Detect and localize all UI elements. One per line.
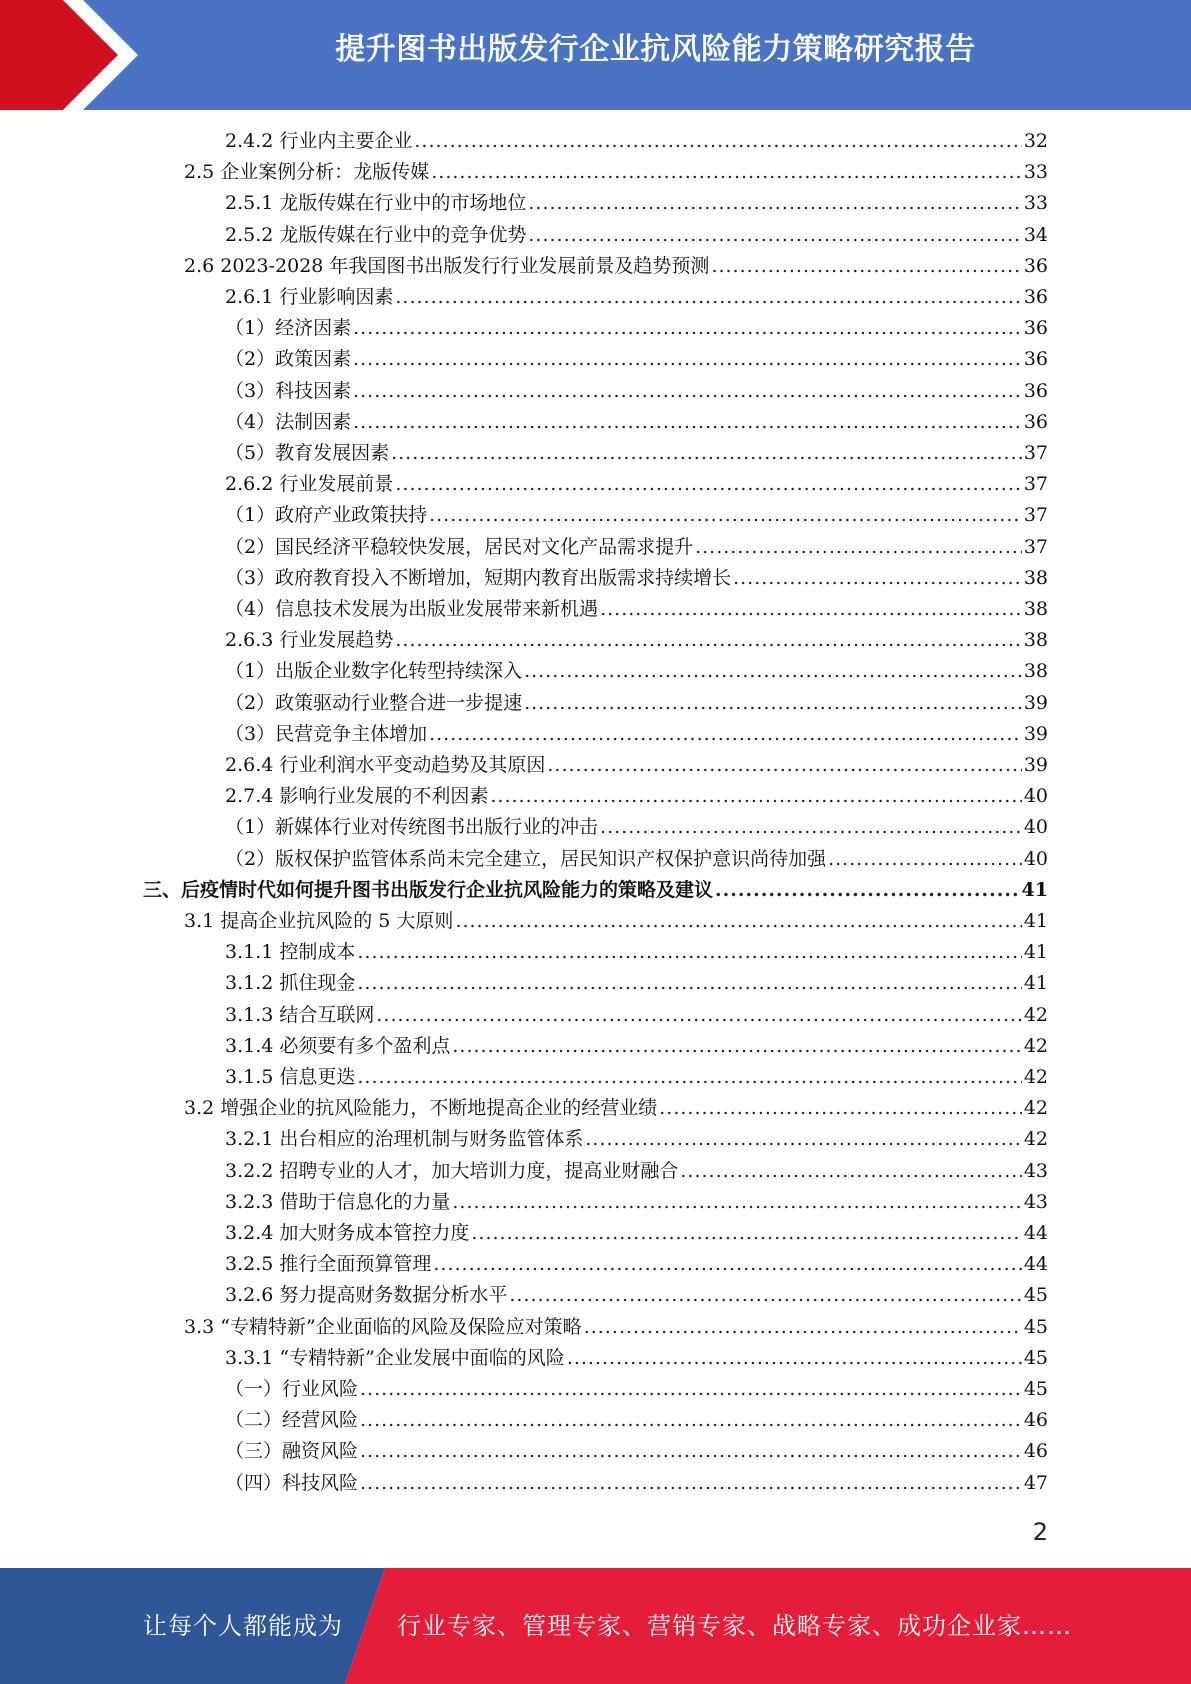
toc-dot-leader (429, 719, 1022, 750)
toc-dot-leader (715, 875, 1020, 906)
toc-entry-label: （3）政府教育投入不断增加，短期内教育出版需求持续增长 (225, 567, 732, 589)
toc-entry[interactable] (225, 469, 1048, 500)
report-title: 提升图书出版发行企业抗风险能力策略研究报告 (335, 32, 976, 67)
toc-entry-label: （5）教育发展因素 (225, 442, 390, 464)
toc-entry-label: 2.6.3 行业发展趋势 (225, 629, 394, 651)
toc-dot-leader (414, 126, 1021, 157)
toc-entry-label: 2.6.4 行业利润水平变动趋势及其原因 (225, 754, 546, 776)
toc-entry-label: 3.2.1 出台相应的治理机制与财务监管体系 (225, 1128, 584, 1150)
toc-entry[interactable] (184, 1312, 1048, 1343)
toc-entry-page: 36 (1023, 411, 1048, 433)
toc-entry-label: 3.3 “专精特新”企业面临的风险及保险应对策略 (184, 1316, 582, 1338)
toc-dot-leader (585, 1124, 1021, 1155)
toc-entry-label: （二）经营风险 (225, 1409, 359, 1431)
toc-entry[interactable] (225, 1468, 1048, 1499)
toc-entry[interactable] (225, 750, 1048, 781)
toc-entry[interactable] (225, 781, 1048, 812)
toc-entry-label: 3.2.4 加大财务成本管控力度 (225, 1222, 470, 1244)
toc-entry-page: 44 (1023, 1222, 1048, 1244)
toc-entry[interactable] (184, 1093, 1048, 1124)
toc-entry-page: 38 (1023, 598, 1048, 620)
toc-entry-page: 33 (1023, 161, 1048, 183)
toc-entry[interactable] (225, 1187, 1048, 1218)
toc-entry-label: （2）国民经济平稳较快发展，居民对文化产品需求提升 (225, 536, 694, 558)
toc-entry-page: 45 (1023, 1347, 1048, 1369)
toc-entry[interactable] (225, 719, 1048, 750)
toc-entry-label: 2.6.1 行业影响因素 (225, 286, 394, 308)
toc-dot-leader (828, 844, 1022, 875)
toc-entry[interactable] (225, 126, 1048, 157)
toc-dot-leader (357, 968, 1021, 999)
toc-entry[interactable] (225, 563, 1048, 594)
toc-entry[interactable] (225, 812, 1048, 843)
toc-entry-label: 3.1.1 控制成本 (225, 941, 356, 963)
toc-dot-leader (353, 407, 1022, 438)
toc-entry-label: 2.6 2023-2028 年我国图书出版发行行业发展前景及趋势预测 (184, 255, 710, 277)
toc-entry[interactable] (184, 157, 1048, 188)
red-chevron-icon (0, 0, 155, 110)
toc-dot-leader (360, 1405, 1022, 1436)
toc-entry-label: （2）政策因素 (225, 348, 352, 370)
toc-dot-leader (360, 1436, 1022, 1467)
toc-dot-leader (659, 1093, 1022, 1124)
toc-entry[interactable] (225, 1374, 1048, 1405)
toc-dot-leader (353, 313, 1022, 344)
toc-entry-page: 42 (1023, 1128, 1048, 1150)
toc-entry-label: 3.1.2 抓住现金 (225, 972, 356, 994)
toc-entry[interactable] (225, 1343, 1048, 1374)
toc-entry-label: （一）行业风险 (225, 1378, 359, 1400)
toc-dot-leader (395, 469, 1021, 500)
toc-entry-label: 2.4.2 行业内主要企业 (225, 130, 413, 152)
toc-entry-label: （4）信息技术发展为出版业发展带来新机遇 (225, 598, 599, 620)
toc-entry-page: 34 (1023, 224, 1048, 246)
toc-entry[interactable] (225, 407, 1048, 438)
toc-dot-leader (600, 594, 1022, 625)
toc-entry[interactable] (225, 1031, 1048, 1062)
toc-entry-page: 43 (1023, 1191, 1048, 1213)
toc-dot-leader (452, 1187, 1021, 1218)
toc-entry[interactable] (225, 594, 1048, 625)
toc-entry[interactable] (225, 282, 1048, 313)
toc-entry-label: 3.2.5 推行全面预算管理 (225, 1253, 432, 1275)
toc-entry-label: 3.3.1 “专精特新”企业发展中面临的风险 (225, 1347, 565, 1369)
toc-entry-label: 2.7.4 影响行业发展的不利因素 (225, 785, 489, 807)
toc-entry-label: （3）科技因素 (225, 380, 352, 402)
toc-dot-leader (695, 532, 1022, 563)
toc-entry-page: 42 (1023, 1066, 1048, 1088)
toc-entry[interactable] (225, 1436, 1048, 1467)
toc-entry-label: 2.5.1 龙版传媒在行业中的市场地位 (225, 192, 527, 214)
toc-entry-page: 46 (1023, 1409, 1048, 1431)
toc-entry-page: 42 (1023, 1097, 1048, 1119)
toc-dot-leader (360, 1374, 1022, 1405)
toc-dot-leader (567, 1343, 1022, 1374)
toc-entry-label: （1）新媒体行业对传统图书出版行业的冲击 (225, 816, 599, 838)
toc-entry[interactable] (225, 1218, 1048, 1249)
toc-entry-label: 3.2.3 借助于信息化的力量 (225, 1191, 451, 1213)
toc-entry-page: 36 (1023, 286, 1048, 308)
toc-entry-page: 44 (1023, 1253, 1048, 1275)
toc-entry-page: 38 (1023, 567, 1048, 589)
toc-dot-leader (711, 251, 1021, 282)
toc-entry-page: 47 (1023, 1472, 1048, 1494)
toc-dot-leader (452, 1031, 1021, 1062)
toc-entry-page: 39 (1023, 754, 1048, 776)
toc-entry-label: 3.1.3 结合互联网 (225, 1004, 375, 1026)
toc-dot-leader (490, 781, 1021, 812)
toc-entry[interactable] (225, 344, 1048, 375)
page-number: 2 (1032, 1518, 1048, 1546)
toc-entry[interactable] (225, 220, 1048, 251)
toc-entry-label: （1）出版企业数字化转型持续深入 (225, 660, 523, 682)
toc-dot-leader (429, 500, 1022, 531)
toc-dot-leader (524, 688, 1022, 719)
footer-slogan-right: 行业专家、管理专家、营销专家、战略专家、成功企业家…… (397, 1612, 1072, 1640)
toc-entry-label: 3.2.2 招聘专业的人才，加大培训力度，提高业财融合 (225, 1160, 679, 1182)
toc-entry[interactable] (225, 532, 1048, 563)
toc-entry-label: 3.1 提高企业抗风险的 5 大原则 (184, 910, 454, 932)
toc-entry-page: 37 (1023, 442, 1048, 464)
toc-entry[interactable] (184, 251, 1048, 282)
toc-dot-leader (680, 1156, 1021, 1187)
toc-entry-label: （1）政府产业政策扶持 (225, 504, 428, 526)
toc-dot-leader (353, 376, 1022, 407)
toc-entry-label: （4）法制因素 (225, 411, 352, 433)
toc-entry-page: 32 (1023, 130, 1048, 152)
toc-entry[interactable] (143, 875, 1048, 906)
toc-dot-leader (455, 906, 1021, 937)
toc-dot-leader (600, 812, 1022, 843)
toc-entry-label: 3.2 增强企业的抗风险能力，不断地提高企业的经营业绩 (184, 1097, 658, 1119)
toc-entry[interactable] (225, 1124, 1048, 1155)
toc-dot-leader (471, 1218, 1021, 1249)
toc-dot-leader (431, 157, 1022, 188)
toc-entry-label: 2.6.2 行业发展前景 (225, 473, 394, 495)
toc-entry-page: 37 (1023, 536, 1048, 558)
toc-entry-label: （2）版权保护监管体系尚未完全建立，居民知识产权保护意识尚待加强 (225, 848, 827, 870)
toc-entry[interactable] (225, 937, 1048, 968)
toc-dot-leader (357, 1062, 1021, 1093)
toc-entry-page: 40 (1023, 785, 1048, 807)
toc-dot-leader (584, 1312, 1022, 1343)
footer-slogan-left: 让每个人都能成为 (143, 1612, 343, 1640)
toc-entry-label: 2.5.2 龙版传媒在行业中的竞争优势 (225, 224, 527, 246)
toc-entry[interactable] (225, 968, 1048, 999)
toc-entry[interactable] (225, 438, 1048, 469)
toc-dot-leader (395, 625, 1021, 656)
toc-entry-page: 33 (1023, 192, 1048, 214)
toc-dot-leader (528, 188, 1021, 219)
toc-entry-label: 2.5 企业案例分析：龙版传媒 (184, 161, 430, 183)
toc-entry-label: 三、后疫情时代如何提升图书出版发行企业抗风险能力的策略及建议 (143, 879, 714, 901)
toc-entry[interactable] (225, 313, 1048, 344)
toc-entry-label: （2）政策驱动行业整合进一步提速 (225, 692, 523, 714)
toc-entry-label: （1）经济因素 (225, 317, 352, 339)
toc-entry-page: 46 (1023, 1440, 1048, 1462)
toc-entry[interactable] (184, 906, 1048, 937)
toc-entry[interactable] (225, 188, 1048, 219)
toc-entry-page: 41 (1021, 879, 1048, 901)
toc-dot-leader (524, 656, 1022, 687)
page-footer (0, 1568, 1191, 1684)
toc-entry-page: 41 (1023, 910, 1048, 932)
toc-dot-leader (353, 344, 1022, 375)
toc-entry-page: 36 (1023, 255, 1048, 277)
toc-entry[interactable] (225, 844, 1048, 875)
toc-dot-leader (376, 1000, 1021, 1031)
toc-entry-page: 38 (1023, 660, 1048, 682)
toc-entry-page: 41 (1023, 972, 1048, 994)
toc-entry-page: 40 (1023, 848, 1048, 870)
toc-entry[interactable] (225, 656, 1048, 687)
toc-entry[interactable] (225, 688, 1048, 719)
toc-dot-leader (395, 282, 1021, 313)
toc-entry-page: 39 (1023, 692, 1048, 714)
toc-entry-page: 36 (1023, 317, 1048, 339)
toc-dot-leader (360, 1468, 1022, 1499)
toc-entry-page: 39 (1023, 723, 1048, 745)
toc-entry-page: 36 (1023, 348, 1048, 370)
toc-entry-page: 45 (1023, 1316, 1048, 1338)
toc-entry-label: （四）科技风险 (225, 1472, 359, 1494)
toc-entry[interactable] (225, 376, 1048, 407)
toc-entry[interactable] (225, 1280, 1048, 1311)
toc-entry[interactable] (225, 1405, 1048, 1436)
toc-dot-leader (547, 750, 1021, 781)
toc-entry-page: 42 (1023, 1004, 1048, 1026)
toc-entry[interactable] (225, 1249, 1048, 1280)
page-header (0, 0, 1191, 110)
toc-dot-leader (733, 563, 1022, 594)
toc-entry-page: 37 (1023, 473, 1048, 495)
toc-entry[interactable] (225, 500, 1048, 531)
toc-entry-page: 42 (1023, 1035, 1048, 1057)
toc-entry-label: （三）融资风险 (225, 1440, 359, 1462)
toc-entry-page: 45 (1023, 1378, 1048, 1400)
toc-dot-leader (357, 937, 1021, 968)
toc-entry-page: 36 (1023, 380, 1048, 402)
toc-entry-label: 3.1.4 必须要有多个盈利点 (225, 1035, 451, 1057)
toc-dot-leader (433, 1249, 1021, 1280)
toc-entry-page: 45 (1023, 1284, 1048, 1306)
toc-entry-page: 43 (1023, 1160, 1048, 1182)
toc-dot-leader (509, 1280, 1021, 1311)
toc-entry[interactable] (225, 1062, 1048, 1093)
toc-dot-leader (391, 438, 1022, 469)
toc-entry-page: 40 (1023, 816, 1048, 838)
toc-entry-label: （3）民营竞争主体增加 (225, 723, 428, 745)
toc-entry-label: 3.2.6 努力提高财务数据分析水平 (225, 1284, 508, 1306)
toc-entry-page: 41 (1023, 941, 1048, 963)
toc-entry[interactable] (225, 1156, 1048, 1187)
toc-dot-leader (528, 220, 1021, 251)
toc-entry-page: 37 (1023, 504, 1048, 526)
toc-entry-page: 38 (1023, 629, 1048, 651)
toc-entry-label: 3.1.5 信息更迭 (225, 1066, 356, 1088)
toc-entry[interactable] (225, 1000, 1048, 1031)
toc-entry[interactable] (225, 625, 1048, 656)
